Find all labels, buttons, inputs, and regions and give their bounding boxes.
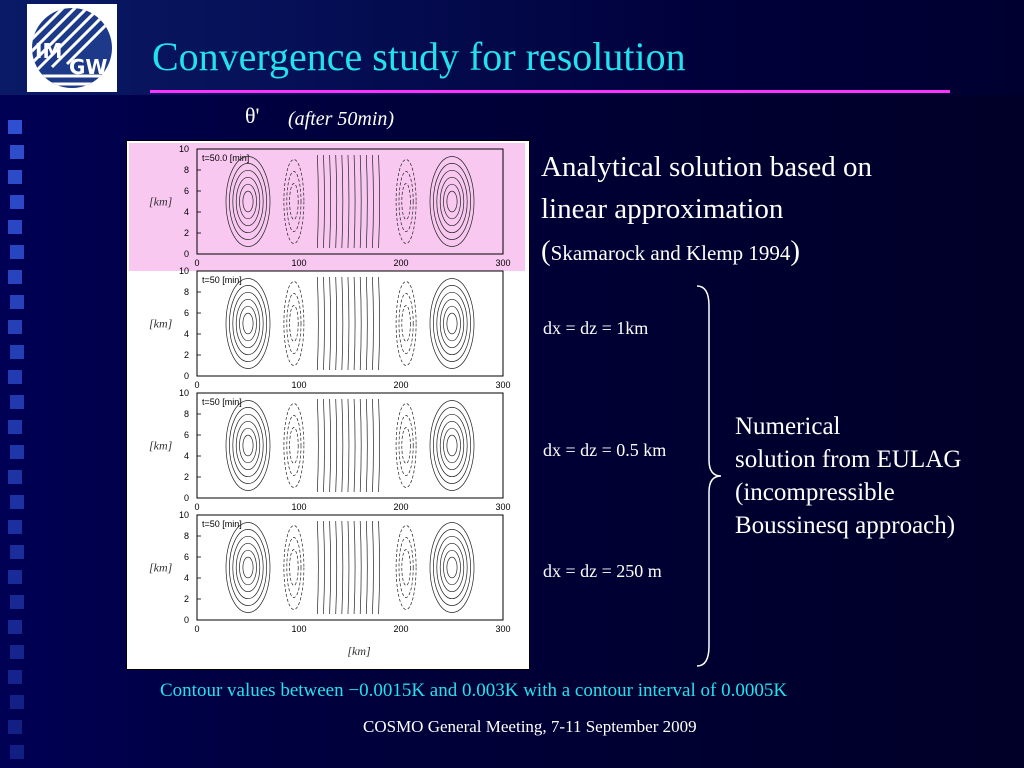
contour-line [437, 536, 467, 598]
y-tick-label: 4 [183, 329, 189, 339]
contour-line [372, 521, 373, 614]
y-axis-label: [km] [149, 194, 173, 209]
slide-title: Convergence study for resolution [152, 34, 686, 79]
citation-paren-open: ( [541, 235, 551, 267]
decor-square [10, 695, 24, 709]
contour-line [336, 277, 337, 370]
contour-values-note: Contour values between −0.0015K and 0.003K with a contour interval of 0.0005K [160, 680, 788, 701]
y-tick-label: 2 [183, 594, 189, 604]
contour-line [342, 399, 343, 492]
y-tick-label: 2 [183, 472, 189, 482]
x-tick-label: 300 [495, 502, 511, 512]
x-axis-label: [km] [347, 644, 371, 658]
contour-line [399, 538, 413, 598]
contour-line [447, 557, 457, 578]
imgw-logo [27, 4, 117, 92]
y-tick-label: 10 [178, 388, 189, 398]
numerical-line-3: (incompressible [735, 479, 895, 506]
contour-line [437, 414, 467, 476]
x-tick-label: 100 [291, 258, 307, 268]
decor-square [8, 170, 22, 184]
contour-line [354, 521, 355, 614]
decor-square [8, 720, 22, 734]
decor-square [8, 420, 22, 434]
decor-square [10, 395, 24, 409]
y-tick-label: 4 [183, 207, 189, 217]
y-tick-label: 0 [183, 615, 189, 625]
contour-line [317, 521, 318, 614]
logo-text-bottom: GW [69, 55, 108, 79]
contour-line [360, 399, 361, 492]
contour-line [290, 306, 299, 342]
contour-line [372, 277, 373, 370]
y-tick-label: 10 [178, 144, 189, 154]
time-label: t=50 [min] [202, 397, 242, 407]
contour-line [243, 435, 253, 456]
decor-square [8, 620, 22, 634]
decor-square [8, 120, 22, 134]
analytical-citation-line [541, 230, 1011, 274]
contour-line [240, 550, 257, 585]
y-tick-label: 0 [183, 371, 189, 381]
contour-line [379, 399, 380, 492]
contour-line [317, 399, 318, 492]
decor-square [10, 445, 24, 459]
x-tick-label: 200 [393, 502, 409, 512]
y-axis-label: [km] [149, 316, 173, 331]
decor-square [8, 470, 22, 484]
left-decoration [0, 0, 32, 768]
decor-square [8, 370, 22, 384]
contour-line [360, 521, 361, 614]
resolution-0-5km: dx = dz = 0.5 km [543, 440, 667, 460]
x-tick-label: 100 [291, 502, 307, 512]
contour-line [233, 292, 263, 354]
y-tick-label: 10 [178, 510, 189, 520]
contour-line [323, 399, 324, 492]
y-tick-label: 6 [183, 186, 189, 196]
citation-paren-close: ) [790, 235, 801, 267]
slide-footer: COSMO General Meeting, 7-11 September 2009 [363, 717, 697, 736]
contour-line [447, 435, 457, 456]
contour-line [240, 428, 257, 463]
x-tick-label: 0 [194, 258, 200, 268]
y-tick-label: 4 [183, 451, 189, 461]
analytical-solution-text [541, 146, 1011, 274]
x-tick-label: 200 [393, 624, 409, 634]
contour-line [287, 294, 301, 354]
contour-line [342, 277, 343, 370]
contour-line [336, 399, 337, 492]
contour-panel-3 [149, 388, 511, 512]
y-tick-label: 0 [183, 249, 189, 259]
contour-line [444, 428, 461, 463]
contour-line [433, 529, 470, 605]
contour-line [233, 414, 263, 476]
title-underline [150, 90, 950, 93]
right-curly-brace [695, 284, 725, 668]
contour-line [433, 407, 470, 483]
contour-line [330, 399, 331, 492]
decor-square [10, 345, 24, 359]
contour-line [447, 313, 457, 334]
contour-line [366, 399, 367, 492]
contour-line [354, 277, 355, 370]
contour-line [360, 277, 361, 370]
contour-line [336, 521, 337, 614]
decor-square [8, 520, 22, 534]
y-tick-label: 8 [183, 531, 189, 541]
contour-line [402, 428, 411, 464]
numerical-solution-text [735, 410, 961, 542]
time-label: t=50 [min] [202, 275, 242, 285]
decor-square [8, 220, 22, 234]
y-tick-label: 4 [183, 573, 189, 583]
contour-line [444, 306, 461, 341]
contour-plots-svg [127, 141, 529, 669]
numerical-line-1: Numerical [735, 413, 841, 440]
x-tick-label: 200 [393, 380, 409, 390]
contour-line [290, 428, 299, 464]
time-label: t=50 [min] [202, 519, 242, 529]
contour-line [317, 277, 318, 370]
contour-line [372, 399, 373, 492]
x-tick-label: 300 [495, 380, 511, 390]
decor-square [10, 295, 24, 309]
contour-line [290, 550, 299, 586]
x-tick-label: 0 [194, 624, 200, 634]
y-tick-label: 6 [183, 552, 189, 562]
decor-square [10, 195, 24, 209]
y-tick-label: 6 [183, 430, 189, 440]
time-label: t=50.0 [min] [202, 153, 250, 163]
contour-line [402, 306, 411, 342]
x-tick-label: 300 [495, 258, 511, 268]
logo-text-top: IM [35, 39, 63, 63]
y-tick-label: 8 [183, 165, 189, 175]
contour-line [233, 536, 263, 598]
contour-line [399, 416, 413, 476]
x-tick-label: 100 [291, 380, 307, 390]
contour-line [330, 521, 331, 614]
contour-panel-2 [149, 266, 511, 390]
y-axis-label: [km] [149, 438, 173, 453]
x-tick-label: 100 [291, 624, 307, 634]
y-tick-label: 0 [183, 493, 189, 503]
contour-line [366, 277, 367, 370]
contour-line [229, 529, 266, 605]
theta-symbol: θ' [245, 103, 260, 128]
contour-line [240, 306, 257, 341]
contour-line [243, 313, 253, 334]
y-tick-label: 6 [183, 308, 189, 318]
y-tick-label: 8 [183, 287, 189, 297]
contour-line [229, 407, 266, 483]
contour-line [379, 277, 380, 370]
decor-square [8, 320, 22, 334]
analytical-line-1: Analytical solution based on [541, 151, 873, 183]
numerical-line-4: Boussinesq approach) [735, 512, 956, 539]
y-tick-label: 10 [178, 266, 189, 276]
contour-line [437, 292, 467, 354]
x-tick-label: 0 [194, 380, 200, 390]
contour-line [348, 399, 349, 492]
x-tick-label: 300 [495, 624, 511, 634]
x-tick-label: 200 [393, 258, 409, 268]
contour-panel-4 [149, 510, 511, 634]
contour-line [379, 521, 380, 614]
contour-line [354, 399, 355, 492]
contour-line [330, 277, 331, 370]
contour-line [348, 521, 349, 614]
decor-square [8, 270, 22, 284]
resolution-1km: dx = dz = 1km [543, 318, 649, 338]
contour-line [433, 285, 470, 361]
contour-line [402, 550, 411, 586]
contour-line [399, 294, 413, 354]
y-tick-label: 2 [183, 350, 189, 360]
y-tick-label: 8 [183, 409, 189, 419]
contour-line [366, 521, 367, 614]
y-tick-label: 2 [183, 228, 189, 238]
contour-line [287, 538, 301, 598]
decor-square [10, 645, 24, 659]
decor-square [8, 570, 22, 584]
decor-square [10, 595, 24, 609]
contour-line [348, 277, 349, 370]
contour-line [323, 521, 324, 614]
contour-plot-figure [126, 140, 530, 670]
decor-square [10, 245, 24, 259]
contour-line [229, 285, 266, 361]
numerical-line-2: solution from EULAG [735, 446, 962, 473]
after-time-label: (after 50min) [288, 108, 395, 130]
contour-line [323, 277, 324, 370]
decor-square [10, 745, 24, 759]
decor-square [10, 145, 24, 159]
analytical-citation: Skamarock and Klemp 1994 [550, 241, 791, 265]
contour-line [287, 416, 301, 476]
contour-line [342, 521, 343, 614]
decor-square [10, 545, 24, 559]
contour-line [243, 557, 253, 578]
resolution-250m: dx = dz = 250 m [543, 561, 662, 581]
decor-square [8, 670, 22, 684]
x-tick-label: 0 [194, 502, 200, 512]
decor-square [10, 495, 24, 509]
contour-line [444, 550, 461, 585]
contour-panel-1 [129, 143, 525, 271]
analytical-line-2: linear approximation [541, 193, 784, 225]
y-axis-label: [km] [149, 560, 173, 575]
